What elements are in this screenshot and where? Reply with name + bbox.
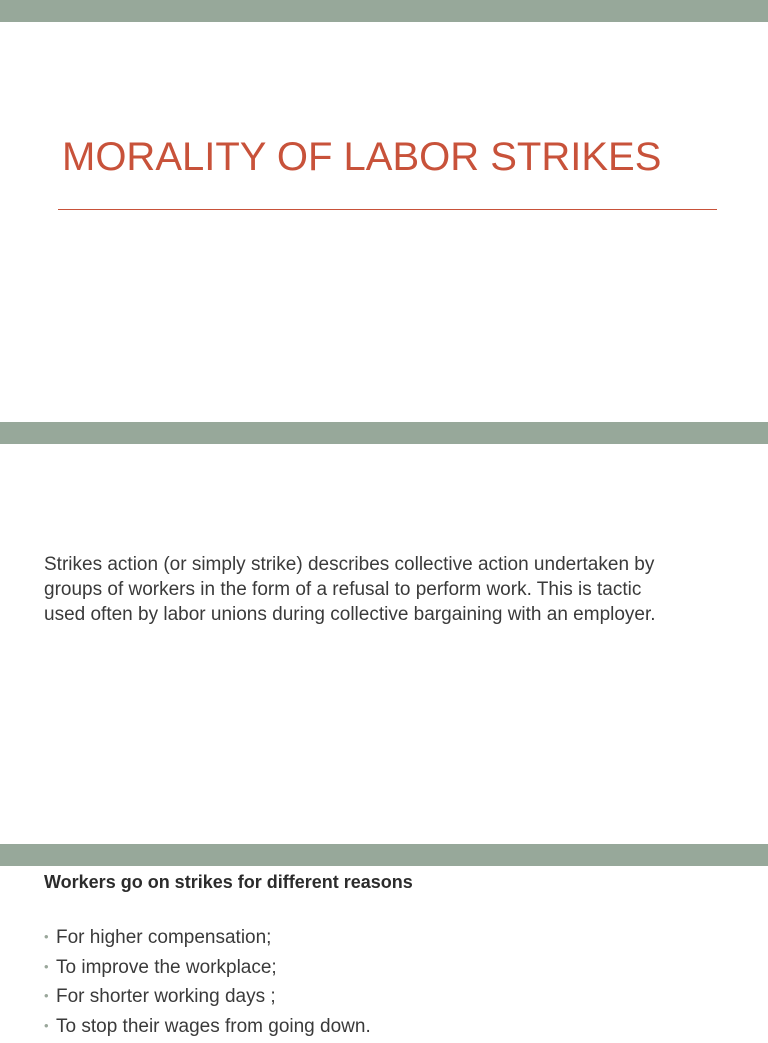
- list-item: [44, 1014, 371, 1043]
- list-item-text: To stop their wages from going down.: [56, 1016, 371, 1037]
- definition-line: Strikes action (or simply strike) describes collective action undertaken by: [44, 552, 744, 577]
- title-underline: [58, 209, 717, 210]
- slide-title: MORALITY OF LABOR STRIKES: [62, 133, 661, 181]
- definition-line: groups of workers in the form of a refusal to perform work. This is tactic: [44, 577, 744, 602]
- list-item-text: To improve the workplace;: [56, 957, 277, 978]
- bullet-icon: •: [44, 955, 56, 979]
- reasons-slide: [0, 866, 768, 1024]
- slide-separator-bar: [0, 422, 768, 444]
- title-slide: [0, 22, 768, 422]
- list-item: [44, 984, 371, 1014]
- list-item-text: For higher compensation;: [56, 927, 271, 948]
- list-item: [44, 955, 371, 985]
- reasons-heading: Workers go on strikes for different reasons: [44, 871, 413, 893]
- list-item-text: For shorter working days ;: [56, 986, 276, 1007]
- slide-separator-bar: [0, 0, 768, 22]
- bullet-icon: •: [44, 1014, 56, 1038]
- bullet-icon: •: [44, 925, 56, 949]
- list-item: [44, 925, 371, 955]
- reasons-list: [44, 925, 371, 1043]
- definition-line: used often by labor unions during collective bargaining with an employer.: [44, 602, 744, 627]
- bullet-icon: •: [44, 984, 56, 1008]
- slide-separator-bar: [0, 844, 768, 866]
- definition-paragraph: [44, 552, 744, 627]
- definition-slide: [0, 444, 768, 844]
